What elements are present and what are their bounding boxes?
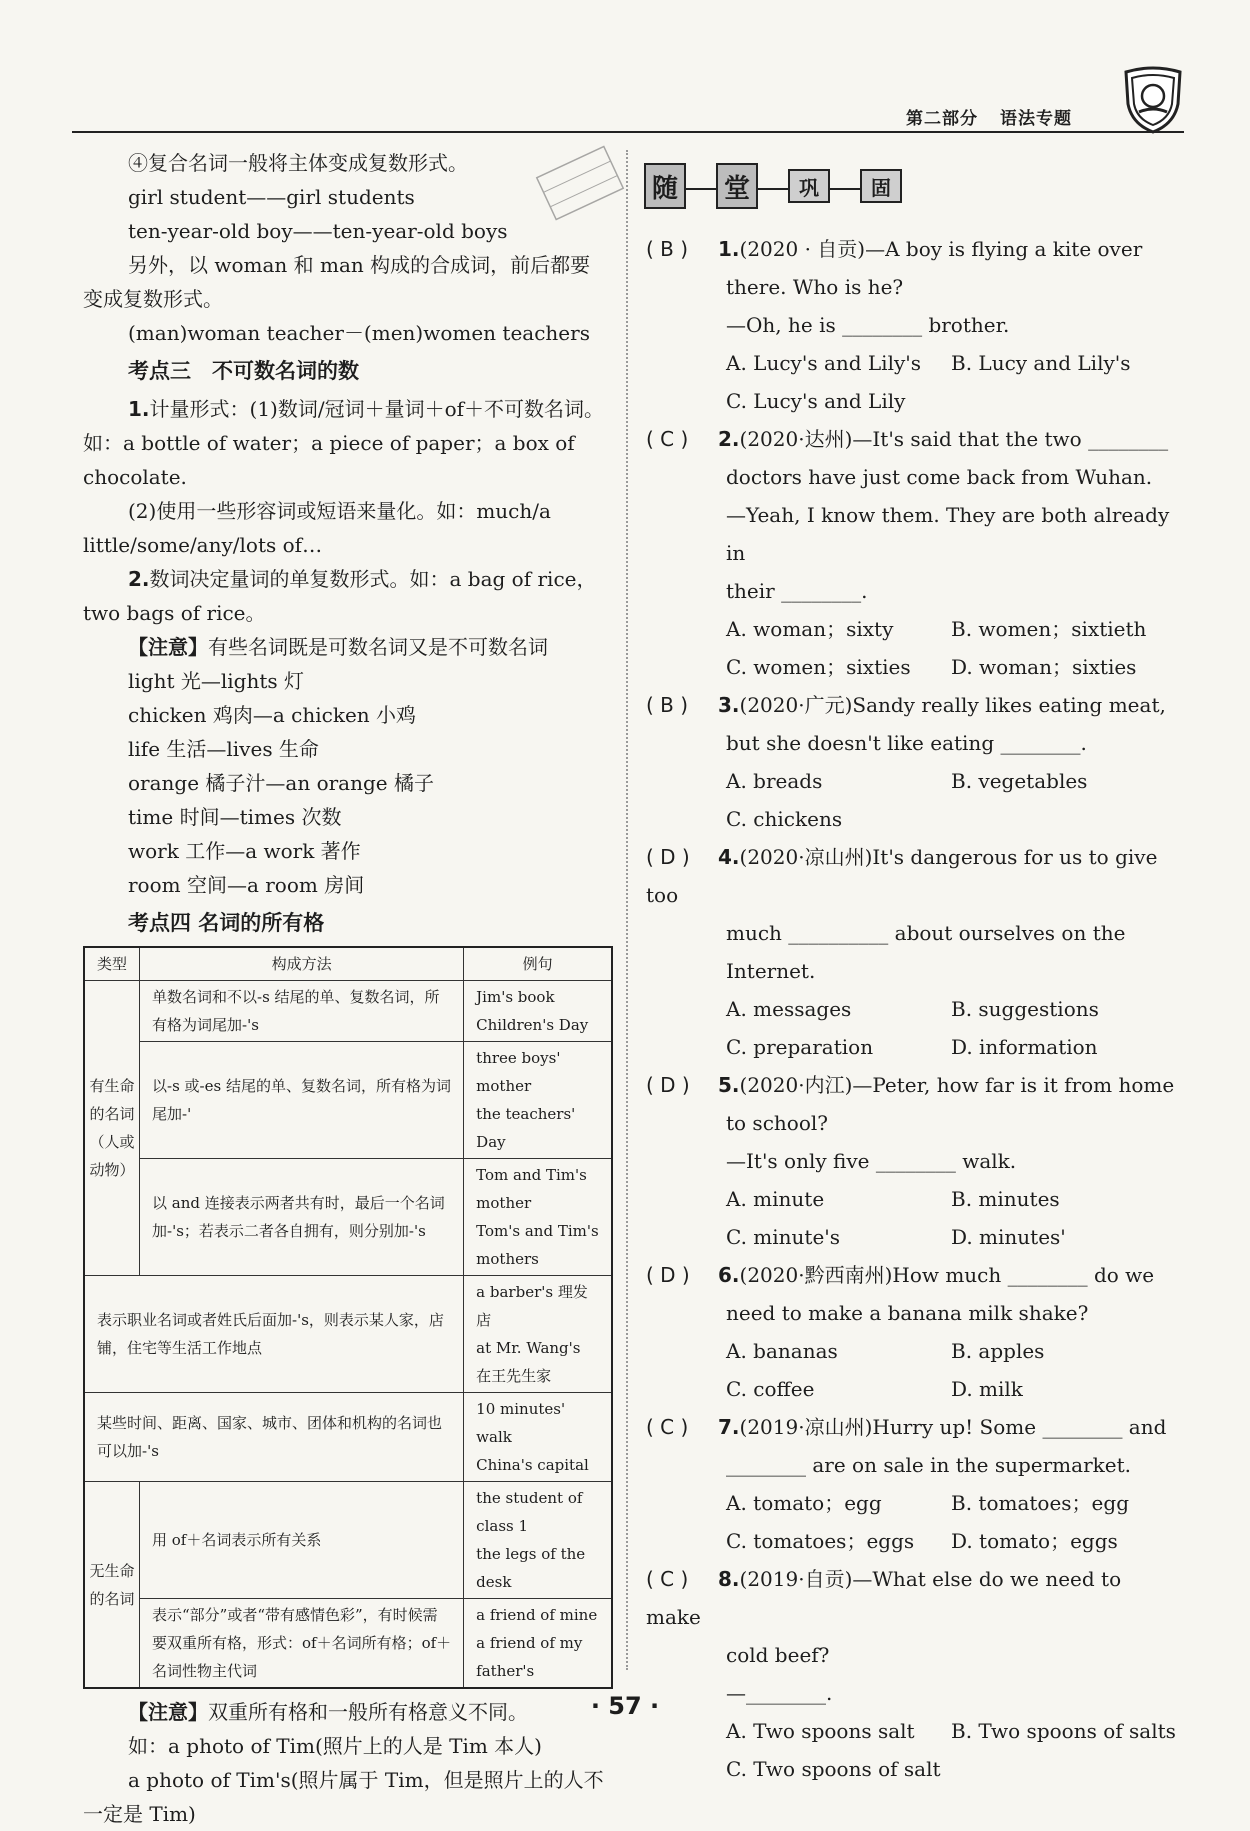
question-number: 8. [718, 1567, 740, 1591]
intro-line: 另外，以 woman 和 man 构成的合成词，前后都要 [128, 253, 591, 277]
question-continuation: but she doesn't like eating ________. [726, 731, 1087, 755]
column-divider [626, 150, 628, 1670]
question-item [646, 1408, 1176, 1560]
intro-line: (man)woman teacher－(men)women teachers [128, 321, 590, 345]
section-3-paragraph-3: 2.数词决定量词的单复数形式。如：a bag of rice，two bags of rice。 [83, 567, 597, 625]
intro-line: 变成复数形式。 [83, 287, 223, 311]
question-item [646, 686, 1176, 838]
question-number: 7. [718, 1415, 740, 1439]
table-method: 单数名词和不以-s 结尾的单、复数名词，所有格为词尾加-'s [140, 981, 464, 1042]
option: A. breads [726, 769, 823, 793]
question-number: 6. [718, 1263, 740, 1287]
table-row [84, 1042, 612, 1159]
noun-pair: light 光—lights 灯 [128, 669, 305, 693]
noun-pair: room 空间—a room 房间 [128, 873, 365, 897]
answer-mark: ( C ) [646, 1415, 689, 1439]
option: B. Two spoons of salts [951, 1719, 1176, 1743]
answer-mark: ( C ) [646, 1567, 689, 1591]
question-continuation: there. Who is he? [726, 275, 904, 299]
option: C. chickens [726, 807, 843, 831]
question-continuation: their ________. [726, 579, 868, 603]
note-2: 【注意】双重所有格和一般所有格意义不同。 [128, 1700, 528, 1724]
question-continuation: much __________ about ourselves on the [726, 921, 1126, 945]
option: B. women；sixtieth [951, 617, 1147, 641]
table-method: 表示职业名词或者姓氏后面加-'s，则表示某人家，店铺，住宅等生活工作地点 [84, 1276, 464, 1393]
intro-line: ten-year-old boy——ten-year-old boys [128, 219, 508, 243]
question-item [646, 1560, 1176, 1788]
question-number: 1. [718, 237, 740, 261]
question-item [646, 1256, 1176, 1408]
option: C. tomatoes；eggs [726, 1529, 915, 1553]
section-3-title: 考点三 不可数名词的数 [128, 359, 359, 383]
table-examples: a friend of mine a friend of my father's [464, 1599, 612, 1689]
question-continuation: ________ are on sale in the supermarket. [726, 1453, 1131, 1477]
option-row [646, 1750, 1176, 1788]
question-text: (2019·凉山州)Hurry up! Some ________ and [739, 1415, 1167, 1439]
table-method: 以-s 或-es 结尾的单、复数名词，所有格为词尾加-' [140, 1042, 464, 1159]
question-number: 5. [718, 1073, 740, 1097]
table-header: 构成方法 [140, 947, 464, 981]
option-row [646, 762, 1176, 800]
table-row [84, 1482, 612, 1599]
option-row [646, 648, 1176, 686]
question-stem [646, 1256, 1176, 1294]
question-item [646, 838, 1176, 1066]
question-continuation: —It's only five ________ walk. [726, 1149, 1017, 1173]
option-row [646, 1332, 1176, 1370]
banner-char: 巩 [788, 169, 830, 203]
question-continuation: need to make a banana milk shake? [726, 1301, 1089, 1325]
option: A. Lucy's and Lily's [726, 351, 922, 375]
option-row [646, 1484, 1176, 1522]
option: A. messages [726, 997, 852, 1021]
question-text: (2020 · 自贡)—A boy is flying a kite over [739, 237, 1143, 261]
option [951, 800, 1176, 838]
noun-pair: work 工作—a work 著作 [128, 839, 361, 863]
table-examples: Tom and Tim's mother Tom's and Tim's mothers [464, 1159, 612, 1276]
option: B. tomatoes；egg [951, 1491, 1129, 1515]
section-3-paragraph-2: (2)使用一些形容词或短语来量化。如：much/a little/some/any/lots of… [83, 499, 551, 557]
section-banner [644, 163, 932, 209]
option: D. information [951, 1035, 1098, 1059]
table-examples: Jim's book Children's Day [464, 981, 612, 1042]
question-stem [646, 686, 1176, 724]
section-4-title: 考点四 名词的所有格 [128, 911, 325, 935]
table-category: 有生命的名词（人或动物） [84, 981, 140, 1276]
noun-pair: chicken 鸡肉—a chicken 小鸡 [128, 703, 417, 727]
option: A. Two spoons salt [726, 1719, 915, 1743]
question-number: 4. [718, 845, 740, 869]
question-stem [646, 420, 1176, 458]
option-row [646, 344, 1176, 382]
option [951, 1750, 1176, 1788]
option: D. milk [951, 1377, 1023, 1401]
option: D. tomato；eggs [951, 1529, 1118, 1553]
answer-mark: ( C ) [646, 427, 689, 451]
page-number: · 57 · [590, 1692, 660, 1720]
question-text: (2020·内江)—Peter, how far is it from home [739, 1073, 1175, 1097]
shield-logo-icon [1122, 66, 1184, 134]
question-text: (2020·黔西南州)How much ________ do we [739, 1263, 1155, 1287]
option [951, 382, 1176, 420]
option: B. suggestions [951, 997, 1099, 1021]
answer-mark: ( D ) [646, 1073, 690, 1097]
question-text: (2020·凉山州)It's dangerous for us to give too [646, 845, 1158, 907]
section-3-paragraph-1: 1.计量形式：(1)数词/冠词＋量词＋of＋不可数名词。如：a bottle of water；a piece of paper；a box of chocolate. [83, 397, 605, 489]
option: A. tomato；egg [726, 1491, 882, 1515]
exercise-list [646, 230, 1176, 1788]
banner-char: 堂 [716, 163, 758, 209]
table-method: 表示“部分”或者“带有感情色彩”，有时候需要双重所有格，形式：of＋名词所有格；of＋名词性物主代词 [140, 1599, 464, 1689]
option: C. Two spoons of salt [726, 1757, 941, 1781]
question-continuation: —________. [726, 1681, 833, 1705]
note-1: 【注意】有些名词既是可数名词又是不可数名词 [128, 635, 548, 659]
option: C. minute's [726, 1225, 841, 1249]
option-row [646, 1218, 1176, 1256]
question-number: 2. [718, 427, 740, 451]
option: C. coffee [726, 1377, 815, 1401]
table-examples: the student of class 1 the legs of the desk [464, 1482, 612, 1599]
note-2-example: 如：a photo of Tim(照片上的人是 Tim 本人) [128, 1734, 542, 1758]
question-stem [646, 1560, 1176, 1636]
table-examples: a barber's 理发店 at Mr. Wang's 在王先生家 [464, 1276, 612, 1393]
table-examples: three boys' mother the teachers' Day [464, 1042, 612, 1159]
question-text: (2020·达州)—It's said that the two ________ [739, 427, 1169, 451]
table-header: 类型 [84, 947, 140, 981]
option-row [646, 1370, 1176, 1408]
question-stem [646, 838, 1176, 914]
question-continuation: Internet. [726, 959, 816, 983]
question-stem [646, 1408, 1176, 1446]
question-text: (2020·广元)Sandy really likes eating meat, [739, 693, 1166, 717]
noun-pair: life 生活—lives 生命 [128, 737, 319, 761]
option: A. woman；sixty [726, 617, 894, 641]
question-continuation: to school? [726, 1111, 828, 1135]
answer-mark: ( B ) [646, 693, 689, 717]
question-text: (2019·自贡)—What else do we need to make [646, 1567, 1122, 1629]
table-row [84, 1393, 612, 1482]
option: D. minutes' [951, 1225, 1066, 1249]
table-header: 例句 [464, 947, 612, 981]
answer-mark: ( B ) [646, 237, 689, 261]
table-method: 某些时间、距离、国家、城市、团体和机构的名词也可以加-'s [84, 1393, 464, 1482]
table-row [84, 981, 612, 1042]
banner-char: 固 [860, 169, 902, 203]
question-continuation: —Oh, he is ________ brother. [726, 313, 1010, 337]
option-row [646, 1522, 1176, 1560]
question-item [646, 420, 1176, 686]
table-row [84, 1276, 612, 1393]
option: B. minutes [951, 1187, 1060, 1211]
intro-line: girl student——girl students [128, 185, 415, 209]
option-row [646, 990, 1176, 1028]
table-method: 以 and 连接表示两者共有时，最后一个名词加-'s；若表示二者各自拥有，则分别加-'s [140, 1159, 464, 1276]
question-item [646, 230, 1176, 420]
option: C. Lucy's and Lily [726, 389, 906, 413]
option: B. apples [951, 1339, 1045, 1363]
table-method: 用 of＋名词表示所有关系 [140, 1482, 464, 1599]
option: C. preparation [726, 1035, 874, 1059]
question-stem [646, 1066, 1176, 1104]
intro-line: ④复合名词一般将主体变成复数形式。 [128, 151, 468, 175]
option-row [646, 1028, 1176, 1066]
option-row [646, 382, 1176, 420]
header-part: 第二部分 [906, 109, 978, 129]
left-column [83, 146, 613, 1831]
option: C. women；sixties [726, 655, 911, 679]
note-2-example: a photo of Tim's(照片属于 Tim，但是照片上的人不一定是 Tim) [83, 1768, 604, 1826]
banner-char: 随 [644, 163, 686, 209]
running-header [906, 104, 1072, 129]
answer-mark: ( D ) [646, 845, 690, 869]
question-stem [646, 230, 1176, 268]
table-category: 无生命的名词 [84, 1482, 140, 1689]
question-continuation: cold beef? [726, 1643, 830, 1667]
option-row [646, 800, 1176, 838]
possessive-table [83, 946, 613, 1689]
table-row [84, 1599, 612, 1689]
table-header-row [84, 947, 612, 981]
option: A. minute [726, 1187, 825, 1211]
option-row [646, 1180, 1176, 1218]
noun-pair: time 时间—times 次数 [128, 805, 342, 829]
question-number: 3. [718, 693, 740, 717]
question-continuation: —Yeah, I know them. They are both already in [726, 503, 1170, 565]
option: D. woman；sixties [951, 655, 1137, 679]
question-item [646, 1066, 1176, 1256]
answer-mark: ( D ) [646, 1263, 690, 1287]
option: B. vegetables [951, 769, 1088, 793]
option-row [646, 610, 1176, 648]
option: A. bananas [726, 1339, 838, 1363]
option: B. Lucy and Lily's [951, 351, 1131, 375]
table-row [84, 1159, 612, 1276]
noun-pair: orange 橘子汁—an orange 橘子 [128, 771, 434, 795]
table-examples: 10 minutes' walk China's capital [464, 1393, 612, 1482]
header-rule [72, 131, 1184, 133]
header-topic: 语法专题 [1000, 109, 1072, 129]
question-continuation: doctors have just come back from Wuhan. [726, 465, 1153, 489]
